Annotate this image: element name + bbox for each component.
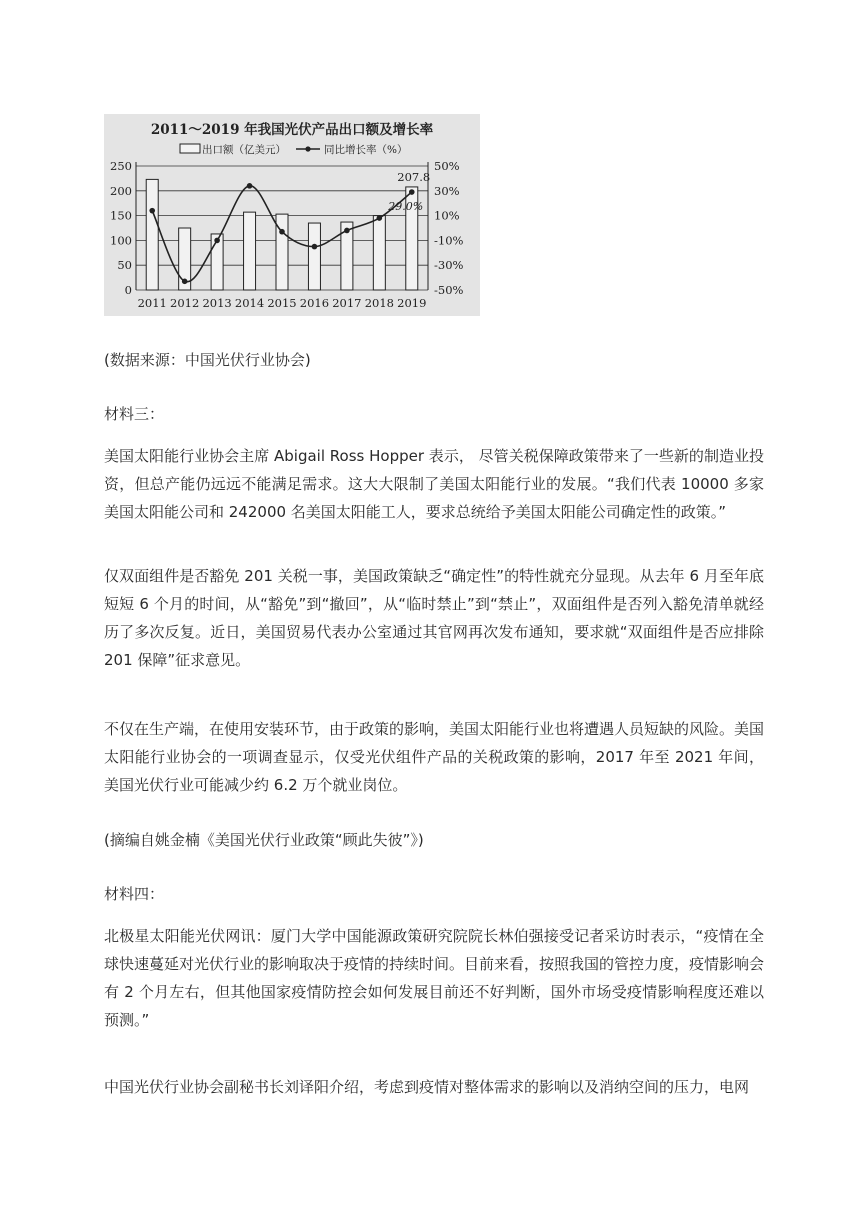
bar	[146, 179, 158, 290]
x-tick-label: 2014	[234, 296, 265, 310]
material-four-heading	[104, 880, 764, 908]
x-tick-label: 2015	[267, 296, 297, 310]
bar-value-label: 207.8	[397, 169, 431, 184]
x-tick-label: 2013	[202, 296, 232, 310]
source-text: (摘编自姚金楠《美国光伏行业政策“顾此失彼”》)	[104, 831, 424, 849]
right-tick-label: 30%	[434, 183, 460, 198]
export-chart-figure	[104, 114, 480, 316]
growth-point	[377, 215, 383, 221]
left-tick-label: 0	[124, 283, 132, 297]
left-tick-label: 200	[110, 183, 132, 198]
growth-value-label: 29.0%	[388, 200, 424, 214]
right-tick-label: -10%	[434, 233, 464, 248]
right-tick-label: -30%	[434, 258, 464, 273]
chart-caption	[104, 346, 764, 374]
source-line	[104, 826, 764, 854]
right-tick-label: 10%	[434, 208, 460, 223]
left-tick-label: 50	[117, 258, 132, 273]
paragraph-2	[104, 562, 764, 674]
x-tick-label: 2019	[397, 296, 427, 310]
paragraph-1-text: 美国太阳能行业协会主席 Abigail Ross Hopper 表示， 尽管关税保障政策带来了一些新的制造业投资，但总产能仍远远不能满足需求。这大大限制了美国太阳能行业的发展。“我们代表 10000 多家美国太阳能公司和 242000 名美国太阳能工人，要求总统给予美国太阳能公司确定性的政策。”	[104, 447, 764, 521]
bar	[244, 212, 256, 290]
left-tick-label: 250	[110, 159, 132, 173]
paragraph-4-text: 北极星太阳能光伏网讯：厦门大学中国能源政策研究院院长林伯强接受记者采访时表示，“疫情在全球快速蔓延对光伏行业的影响取决于疫情的持续时间。目前来看，按照我国的管控力度，疫情影响会有 2 个月左右，但其他国家疫情防控会如何发展目前还不好判断，国外市场受疫情影响程度还难以预测。”	[104, 927, 765, 1029]
x-tick-label: 2011	[137, 296, 167, 310]
growth-point	[312, 244, 318, 250]
growth-point	[149, 208, 155, 214]
heading-four: 材料四：	[104, 885, 165, 903]
x-tick-label: 2016	[299, 296, 330, 310]
paragraph-5	[104, 1073, 764, 1101]
growth-point	[182, 279, 188, 285]
legend-line-marker	[305, 146, 310, 151]
legend-line-label: 同比增长率（%）	[324, 144, 408, 156]
growth-point	[279, 229, 285, 235]
caption-text: (数据来源：中国光伏行业协会)	[104, 351, 311, 369]
legend-bar-swatch	[180, 144, 200, 153]
left-tick-label: 100	[110, 233, 132, 248]
right-tick-label: -50%	[434, 283, 464, 297]
bar	[373, 216, 385, 290]
bar	[308, 223, 320, 290]
paragraph-3-text: 不仅在生产端，在使用安装环节，由于政策的影响，美国太阳能行业也将遭遇人员短缺的风险。美国太阳能行业协会的一项调查显示，仅受光伏组件产品的关税政策的影响，2017 年至 2021 年间，美国光伏行业可能减少约 6.2 万个就业岗位。	[104, 720, 765, 794]
x-tick-label: 2017	[332, 296, 362, 310]
growth-point	[214, 238, 220, 244]
paragraph-5-text: 中国光伏行业协会副秘书长刘译阳介绍，考虑到疫情对整体需求的影响以及消纳空间的压力，电网	[104, 1078, 750, 1096]
export-chart	[104, 114, 480, 316]
x-tick-label: 2018	[364, 296, 394, 310]
x-tick-label: 2012	[170, 296, 200, 310]
paragraph-1	[104, 442, 764, 526]
material-three-heading	[104, 400, 764, 428]
left-tick-label: 150	[110, 208, 132, 223]
right-tick-label: 50%	[434, 159, 460, 173]
growth-point	[409, 189, 415, 195]
paragraph-3	[104, 715, 764, 799]
heading-three: 材料三：	[104, 405, 165, 423]
legend-bar-label: 出口额（亿美元）	[202, 144, 286, 156]
growth-point	[344, 228, 350, 234]
paragraph-4	[104, 922, 764, 1034]
chart-title: 2011～2019 年我国光伏产品出口额及增长率	[150, 122, 434, 138]
growth-point	[247, 183, 253, 189]
paragraph-2-text: 仅双面组件是否豁免 201 关税一事，美国政策缺乏“确定性”的特性就充分显现。从去年 6 月至年底短短 6 个月的时间，从“豁免”到“撤回”，从“临时禁止”到“禁止”，双面组件是否列入豁免清单就经历了多次反复。近日，美国贸易代表办公室通过其官网再次发布通知，要求就“双面组件是否应排除 201 保障”征求意见。	[104, 567, 764, 669]
